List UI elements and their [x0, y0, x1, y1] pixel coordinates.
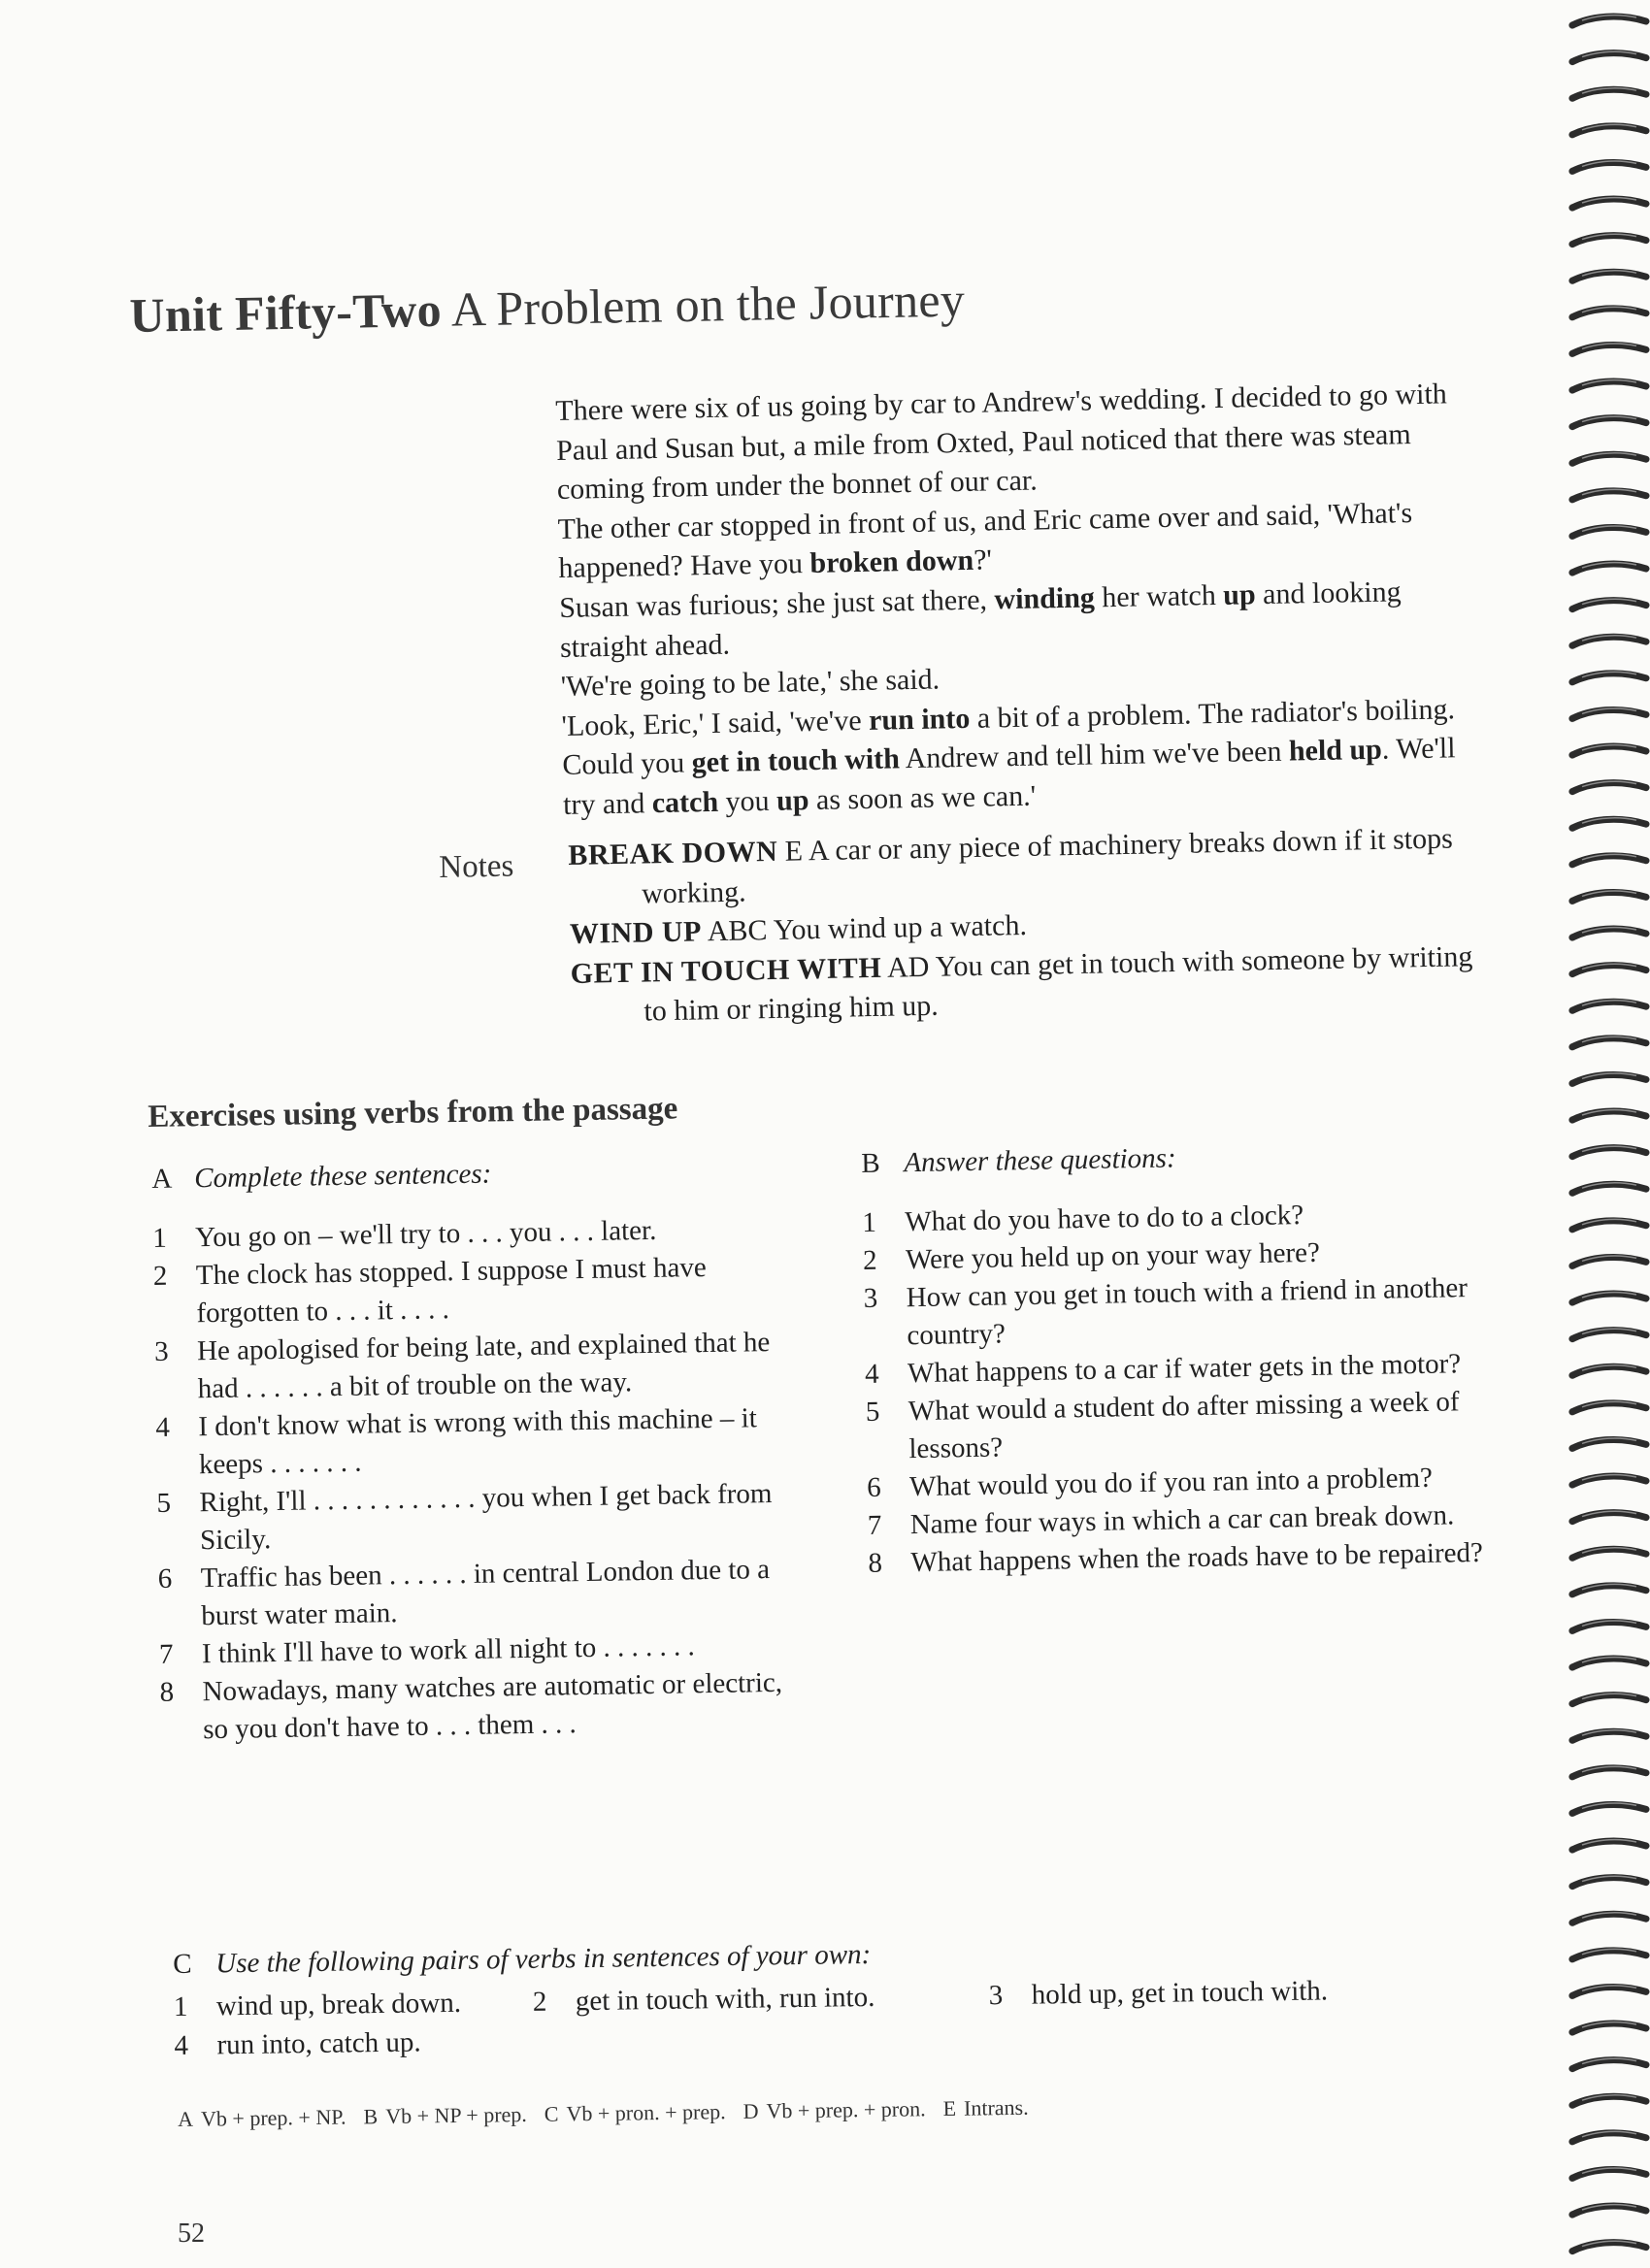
exercise-c: [173, 1926, 1514, 2065]
exercise-c-instruction: Use the following pairs of verbs in sentences of your own:: [215, 1938, 872, 1980]
spiral-coil: [1568, 1730, 1646, 1744]
item-text: hold up, get in touch with.: [1031, 1975, 1329, 2011]
spiral-coil: [1568, 928, 1646, 941]
item-number: 2: [532, 1986, 547, 2018]
phrasal-verb: up: [1222, 578, 1256, 611]
spiral-coil: [1568, 2058, 1646, 2072]
passage-text: The other car stopped in front of us, and Eric came over and said, 'What's happened? Have you: [557, 496, 1413, 585]
item-number: 3: [863, 1282, 878, 1314]
note-code: E: [784, 835, 804, 868]
item-text: run into, catch up.: [216, 2026, 421, 2061]
exercise-a-header: [151, 1150, 803, 1199]
spiral-coil: [1568, 1876, 1646, 1890]
note-code: ABC: [707, 914, 768, 948]
exercise-a-instruction: Complete these sentences:: [194, 1158, 492, 1195]
note-code: AD: [886, 950, 930, 984]
exercise-b-letter: B: [861, 1147, 880, 1179]
list-item: [989, 1971, 1329, 2015]
spiral-coil: [1568, 708, 1646, 722]
spiral-coil: [1568, 344, 1646, 357]
item-number: 1: [152, 1222, 168, 1254]
item-text: I think I'll have to work all night to . . . . . . .: [201, 1630, 696, 1670]
spiral-coil: [1568, 636, 1646, 649]
grammar-legend: [178, 2095, 1046, 2132]
spiral-coil: [1568, 2095, 1646, 2109]
spiral-coil: [1568, 672, 1646, 685]
item-text: What would you do if you ran into a problem?: [908, 1462, 1434, 1503]
item-number: 4: [864, 1358, 879, 1390]
spiral-coil: [1568, 416, 1646, 430]
legend-item: [363, 2102, 527, 2128]
passage-text: 'Look, Eric,' I said, 'we've: [561, 704, 870, 742]
item-text: He apologised for being late, and explained that he had . . . . . . a bit of trouble on the way.: [196, 1327, 771, 1405]
item-number: 2: [862, 1244, 877, 1276]
spiral-coil: [1568, 307, 1646, 320]
note-head: WIND UP: [569, 915, 703, 951]
spiral-coil: [1568, 1293, 1646, 1306]
spiral-coil: [1568, 526, 1646, 540]
passage-text: Susan was furious; she just sat there,: [558, 583, 995, 624]
passage-text: and looking straight ahead.: [559, 575, 1402, 664]
spiral-coil: [1568, 1329, 1646, 1342]
exercise-b-header: [861, 1134, 1512, 1183]
item-number: 7: [158, 1638, 174, 1670]
item-text: Right, I'll . . . . . . . . . . . . you when I get back from Sicily.: [199, 1478, 773, 1557]
item-text: Were you held up on your way here?: [905, 1236, 1321, 1276]
exercises-heading: Exercises using verbs from the passage: [148, 1091, 678, 1134]
spiral-coil: [1568, 2022, 1646, 2036]
passage-text: 'We're going to be late,' she said.: [560, 663, 940, 704]
exercise-a-list: [152, 1209, 810, 1749]
note-text: You wind up a watch.: [773, 909, 1028, 947]
item-number: 5: [865, 1396, 880, 1428]
spiral-coil: [1568, 745, 1646, 759]
item-text: What happens to a car if water gets in the motor?: [907, 1348, 1462, 1390]
item-text: What do you have to do to a clock?: [905, 1200, 1304, 1238]
phrasal-verb: catch: [651, 785, 719, 820]
legend-text: Vb + prep. + pron.: [766, 2096, 926, 2123]
list-item: [533, 1976, 990, 2021]
item-text: Traffic has been . . . . . . in central London due to a burst water main.: [200, 1554, 771, 1632]
passage-text: you: [717, 784, 777, 818]
note-head: GET IN TOUCH WITH: [570, 951, 882, 990]
spiral-coil: [1568, 2168, 1646, 2182]
passage-paragraph: [561, 689, 1495, 825]
exercise-a-letter: A: [151, 1163, 173, 1195]
item-number: 3: [988, 1980, 1004, 2012]
spiral-coil: [1568, 489, 1646, 503]
reading-passage: [555, 375, 1495, 826]
spiral-coil: [1568, 1621, 1646, 1634]
spiral-coil: [1568, 198, 1646, 212]
spiral-coil: [1568, 2205, 1646, 2219]
legend-code: D: [742, 2098, 759, 2123]
item-text: Nowadays, many watches are automatic or electric, so you don't have to . . . them . . .: [202, 1666, 783, 1746]
exercise-c-letter: C: [173, 1948, 192, 1980]
list-item: [153, 1247, 805, 1333]
spiral-coil: [1568, 88, 1646, 102]
item-text: get in touch with, run into.: [575, 1981, 875, 2018]
exercise-b: [861, 1134, 1519, 1583]
spiral-coil: [1568, 1803, 1646, 1817]
spiral-coil: [1568, 1913, 1646, 1926]
passage-text: her watch: [1094, 578, 1224, 614]
spiral-coil: [1568, 1584, 1646, 1597]
legend-text: Vb + pron. + prep.: [566, 2099, 726, 2126]
spiral-coil: [1568, 453, 1646, 467]
legend-item: [942, 2095, 1028, 2120]
spiral-coil: [1568, 1219, 1646, 1233]
spiral-coil: [1568, 599, 1646, 612]
notes-list: [568, 819, 1494, 1034]
spiral-coil: [1568, 1766, 1646, 1780]
item-text: wind up, break down.: [215, 1987, 462, 2022]
legend-text: Vb + NP + prep.: [385, 2101, 527, 2129]
legend-code: B: [363, 2104, 379, 2129]
item-text: Name four ways in which a car can break down.: [909, 1499, 1455, 1541]
list-item: [156, 1474, 808, 1561]
spiral-coil: [1568, 51, 1646, 65]
legend-code: C: [544, 2101, 559, 2126]
passage-text: as soon as we can.': [808, 779, 1037, 816]
item-number: 7: [867, 1509, 882, 1541]
list-item: [157, 1550, 808, 1636]
legend-code: E: [942, 2095, 957, 2120]
spiral-coil: [1568, 16, 1646, 29]
list-item: [863, 1268, 1514, 1356]
item-number: 3: [153, 1335, 169, 1367]
item-number: 8: [868, 1547, 883, 1579]
item-number: 4: [155, 1411, 171, 1443]
legend-item: [178, 2105, 346, 2131]
passage-text: There were six of us going by car to Andrew's wedding. I decided to go with Paul and Susan but, a mile from Oxted, Paul noticed that there was steam coming from under the bonnet of our car.: [555, 378, 1448, 507]
spiral-coil: [1568, 1110, 1646, 1124]
page-number: 52: [178, 2219, 205, 2249]
item-text: You go on – we'll try to . . . you . . . later.: [194, 1214, 657, 1254]
spiral-coil: [1568, 271, 1646, 284]
spiral-coil: [1568, 854, 1646, 868]
spiral-coil: [1568, 1146, 1646, 1160]
spiral-coil: [1568, 781, 1646, 795]
spiral-coil: [1568, 1986, 1646, 1999]
spiral-coil: [1568, 1949, 1646, 1962]
spiral-coil: [1568, 1438, 1646, 1452]
spiral-coil: [1568, 234, 1646, 247]
spiral-coil: [1568, 1693, 1646, 1707]
item-number: 4: [174, 2029, 189, 2061]
spiral-coil: [1568, 891, 1646, 904]
phrasal-verb: winding: [994, 581, 1096, 616]
item-number: 2: [152, 1260, 168, 1292]
list-item: [159, 1663, 810, 1750]
notes-label: Notes: [439, 848, 514, 885]
legend-item: [544, 2099, 726, 2126]
passage-text: ?': [973, 543, 993, 577]
spiral-coil: [1568, 1036, 1646, 1050]
spiral-coil: [1568, 1401, 1646, 1415]
legend-text: Intrans.: [963, 2094, 1029, 2120]
phrasal-verb: up: [776, 783, 809, 817]
spiral-coil: [1568, 1475, 1646, 1489]
spiral-coil: [1568, 1658, 1646, 1671]
note-text: You can get in touch with someone by writing to him or ringing him up.: [644, 939, 1473, 1028]
item-number: 1: [862, 1206, 877, 1238]
phrasal-verb: held up: [1288, 734, 1383, 768]
unit-name: A Problem on the Journey: [450, 272, 966, 337]
unit-title: [129, 271, 966, 344]
list-item: [155, 1398, 807, 1485]
item-text: How can you get in touch with a friend in another country?: [906, 1272, 1468, 1352]
passage-text: a bit of a problem. The radiator's boiling. Could you: [562, 693, 1456, 782]
spiral-coil: [1568, 1183, 1646, 1197]
item-text: What happens when the roads have to be repaired?: [910, 1536, 1484, 1579]
item-text: The clock has stopped. I suppose I must have forgotten to . . . it . . . .: [195, 1252, 707, 1330]
item-text: What would a student do after missing a week of lessons?: [908, 1386, 1460, 1465]
passage-text: . We'll try and: [562, 732, 1456, 821]
note-text: A car or any piece of machinery breaks down if it stops working.: [641, 822, 1454, 910]
spiral-coil: [1568, 1073, 1646, 1087]
spiral-coil: [1568, 124, 1646, 138]
spiral-coil: [1568, 563, 1646, 576]
spiral-coil: [1568, 1256, 1646, 1269]
item-number: 5: [156, 1487, 172, 1519]
spiral-coil: [1568, 1840, 1646, 1854]
phrasal-verb: broken down: [809, 544, 974, 580]
legend-code: A: [178, 2106, 194, 2131]
item-text: I don't know what is wrong with this machine – it keeps . . . . . . .: [198, 1402, 757, 1481]
legend-item: [742, 2096, 925, 2123]
item-number: 6: [866, 1471, 881, 1503]
spiral-coil: [1568, 1001, 1646, 1014]
unit-number: Unit Fifty-Two: [129, 281, 443, 343]
list-item: [865, 1382, 1516, 1469]
spiral-coil: [1568, 1548, 1646, 1561]
item-number: 6: [157, 1562, 173, 1594]
spiral-coil: [1568, 2131, 1646, 2145]
passage-text: Andrew and tell him we've been: [899, 735, 1290, 775]
spiral-coil: [1568, 161, 1646, 175]
list-item: [154, 1323, 806, 1409]
spiral-coil: [1568, 1511, 1646, 1525]
spiral-binding: [1543, 0, 1650, 2268]
spiral-coil: [1568, 964, 1646, 977]
passage-paragraph: [555, 375, 1489, 510]
spiral-coil: [1568, 2241, 1646, 2254]
exercise-b-list: [862, 1193, 1519, 1583]
legend-text: Vb + prep. + NP.: [200, 2104, 346, 2131]
item-number: 8: [159, 1676, 175, 1708]
note-entry: [570, 937, 1493, 1034]
spiral-coil: [1568, 1365, 1646, 1379]
list-item: [174, 1983, 534, 2026]
note-head: BREAK DOWN: [568, 835, 778, 871]
exercise-b-instruction: Answer these questions:: [904, 1142, 1176, 1179]
item-number: 1: [173, 1990, 188, 2022]
exercise-a: [151, 1150, 810, 1749]
spiral-coil: [1568, 380, 1646, 394]
list-item: [174, 2022, 421, 2065]
phrasal-verb: get in touch with: [691, 742, 901, 779]
phrasal-verb: run into: [868, 702, 971, 737]
spiral-coil: [1568, 818, 1646, 832]
